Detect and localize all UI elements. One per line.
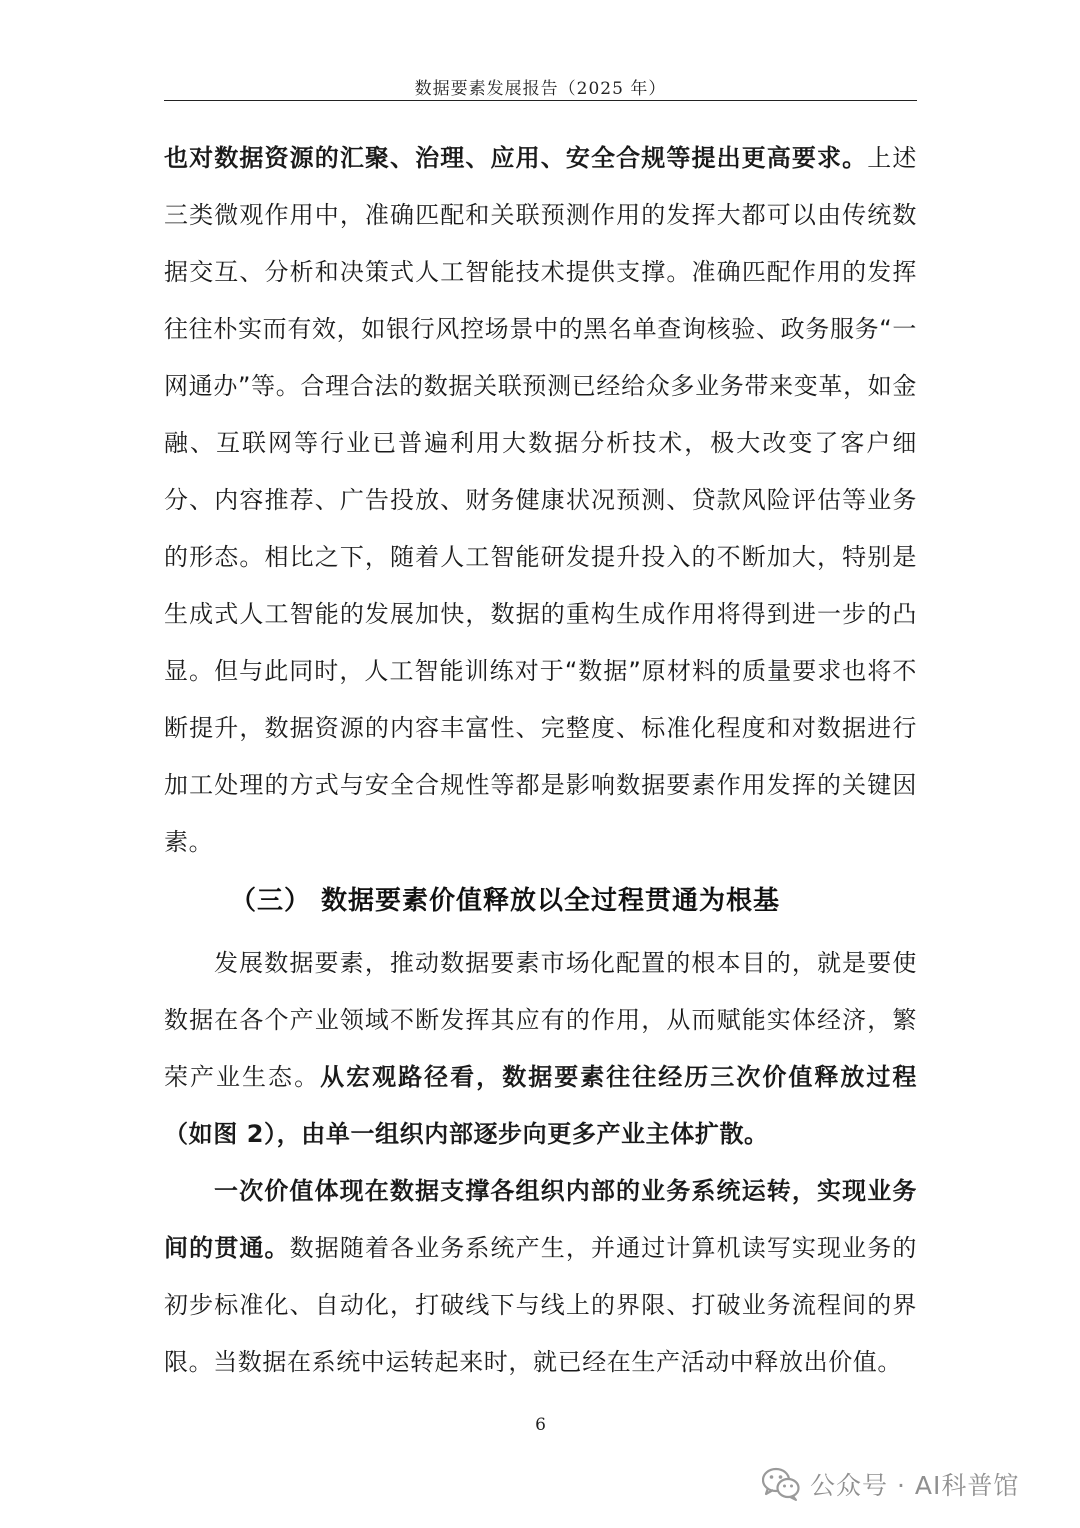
running-header: 数据要素发展报告（2025 年）: [414, 79, 667, 99]
watermark-text: 公众号 · AI科普馆: [810, 1471, 1020, 1500]
paragraph-3-bold: 一次价值体现在数据支撑各组织内部的业务系统运转，实现业务间的贯通。: [164, 1177, 917, 1262]
paragraph-2: [164, 935, 917, 1163]
watermark: [762, 1466, 1019, 1502]
paragraph-3-text: 数据随着各业务系统产生，并通过计算机读写实现业务的初步标准化、自动化，打破线下与线上的界限、打破业务流程间的界限。当数据在系统中运转起来时，就已经在生产活动中释放出价值。: [164, 1234, 918, 1376]
page-number: 6: [535, 1415, 546, 1435]
section-heading: （三） 数据要素价值释放以全过程贯通为根基: [230, 886, 781, 916]
paragraph-1-bold: 也对数据资源的汇聚、治理、应用、安全合规等提出更高要求。: [164, 144, 868, 172]
paragraph-2-bold: 从宏观路径看，数据要素往往经历三次价值释放过程（如图 2），由单一组织内部逐步向更多产业主体扩散。: [164, 1063, 917, 1148]
header-divider: [164, 100, 917, 101]
paragraph-1-text: 上述三类微观作用中，准确匹配和关联预测作用的发挥大都可以由传统数据交互、分析和决策式人工智能技术提供支撑。准确匹配作用的发挥往往朴实而有效，如银行风控场景中的黑名单查询核验、政务服务“一网通办”等。合理合法的数据关联预测已经给众多业务带来变革，如金融、互联网等行业已普遍利用大数据分析技术，极大改变了客户细分、内容推荐、广告投放、财务健康状况预测、贷款风险评估等业务的形态。相比之下，随着人工智能研发提升投入的不断加大，特别是生成式人工智能的发展加快，数据的重构生成作用将得到进一步的凸显。但与此同时，人工智能训练对于“数据”原材料的质量要求也将不断提升，数据资源的内容丰富性、完整度、标准化程度和对数据进行加工处理的方式与安全合规性等都是影响数据要素作用发挥的关键因素。: [164, 144, 917, 856]
paragraph-2-text: 发展数据要素，推动数据要素市场化配置的根本目的，就是要使数据在各个产业领域不断发挥其应有的作用，从而赋能实体经济，繁荣产业生态。: [164, 949, 917, 1091]
wechat-icon: [762, 1467, 800, 1501]
paragraph-1: [164, 130, 917, 871]
paragraph-3: [164, 1163, 917, 1391]
